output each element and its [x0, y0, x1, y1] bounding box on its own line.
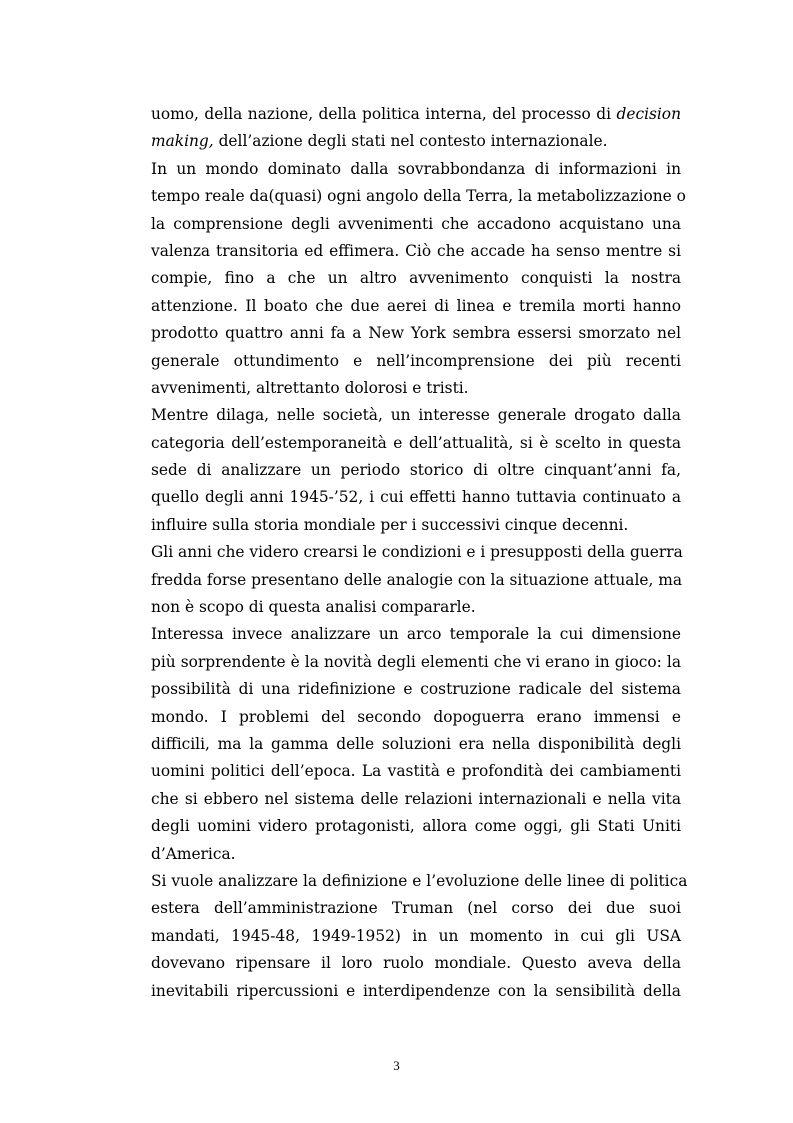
text-segment: Gli anni che videro crearsi le condizioni e i presupposti della guerra: [151, 543, 683, 562]
text-line: [151, 539, 681, 566]
text-segment: quello degli anni 1945-’52, i cui effetti hanno tuttavia continuato a: [151, 488, 681, 507]
text-segment: avvenimenti, altrettanto dolorosi e tristi.: [151, 378, 469, 397]
page-body: [151, 101, 688, 1005]
text-segment: estera dell’amministrazione Truman (nel corso dei due suoi: [151, 899, 681, 918]
text-line: [151, 649, 681, 676]
text-line: [151, 704, 681, 731]
text-line: [151, 731, 681, 758]
text-segment: Mentre dilaga, nelle società, un interesse generale drogato dalla: [151, 406, 681, 425]
text-segment: influire sulla storia mondiale per i successivi cinque decenni.: [151, 515, 629, 534]
text-segment: prodotto quattro anni fa a New York sembra essersi smorzato nel: [151, 324, 681, 343]
text-line: [151, 512, 681, 539]
text-line: [151, 978, 681, 1005]
text-line: [151, 457, 681, 484]
text-segment: Si vuole analizzare la definizione e l’evoluzione delle linee di politica: [151, 871, 688, 890]
paragraph: [151, 621, 681, 868]
text-line: [151, 676, 681, 703]
paragraph: [151, 539, 681, 621]
text-line: [151, 183, 686, 210]
text-segment: generale ottundimento e nell’incomprensione dei più recenti: [151, 351, 681, 370]
text-line: [151, 101, 681, 128]
text-segment: d’America.: [151, 844, 236, 863]
text-line: [151, 484, 681, 511]
text-segment: compie, fino a che un altro avvenimento conquisti la nostra: [151, 269, 681, 288]
text-line: [151, 950, 681, 977]
text-segment: dell’azione degli stati nel contesto internazionale.: [213, 132, 608, 151]
text-line: [151, 430, 681, 457]
text-segment: uomo, della nazione, della politica interna, del processo di: [151, 105, 617, 123]
text-segment: categoria dell’estemporaneità e dell’attualità, si è scelto in questa: [151, 433, 681, 452]
text-line: [151, 293, 681, 320]
paragraph: [151, 402, 681, 539]
text-segment: inevitabili ripercussioni e interdipendenze con la sensibilità della: [151, 981, 681, 1000]
text-line: [151, 375, 681, 402]
text-segment: che si ebbero nel sistema delle relazioni internazionali e nella vita: [151, 789, 681, 808]
text-line: [151, 594, 681, 621]
text-segment: mandati, 1945-48, 1949-1952) in un momento in cui gli USA: [151, 926, 681, 945]
text-segment: dovevano ripensare il loro ruolo mondiale. Questo aveva della: [151, 954, 681, 973]
text-segment: mondo. I problemi del secondo dopoguerra erano immensi e: [151, 707, 681, 726]
text-segment: In un mondo dominato dalla sovrabbondanza di informazioni in: [151, 159, 681, 178]
text-line: [151, 923, 681, 950]
paragraph: [151, 156, 686, 403]
text-line: [151, 895, 681, 922]
text-line: [151, 841, 681, 868]
text-segment: non è scopo di questa analisi compararle.: [151, 598, 476, 617]
text-segment: più sorprendente è la novità degli elementi che vi erano in gioco: la: [151, 652, 681, 671]
text-segment: difficili, ma la gamma delle soluzioni era nella disponibilità degli: [151, 734, 681, 753]
text-line: [151, 813, 681, 840]
text-line: [151, 156, 681, 183]
text-line: [151, 128, 681, 155]
page-number: 3: [393, 1058, 400, 1073]
text-line: [151, 320, 681, 347]
text-segment: uomini politici dell’epoca. La vastità e profondità dei cambiamenti: [151, 762, 681, 781]
text-segment: la comprensione degli avvenimenti che accadono acquistano una: [151, 214, 681, 233]
text-line: [151, 621, 681, 648]
text-line: [151, 868, 688, 895]
text-line: [151, 786, 681, 813]
italic-text: making,: [151, 132, 214, 151]
text-segment: valenza transitoria ed effimera. Ciò che accade ha senso mentre si: [151, 241, 681, 260]
text-line: [151, 238, 681, 265]
italic-text: decision: [616, 105, 681, 123]
text-segment: tempo reale da(quasi) ogni angolo della Terra, la metabolizzazione o: [151, 187, 686, 206]
text-line: [151, 211, 681, 238]
text-line: [151, 265, 681, 292]
paragraph: [151, 101, 681, 156]
text-line: [151, 758, 681, 785]
text-line: [151, 567, 681, 594]
text-segment: Interessa invece analizzare un arco temporale la cui dimensione: [151, 625, 681, 644]
text-line: [151, 402, 681, 429]
text-segment: fredda forse presentano delle analogie con la situazione attuale, ma: [151, 570, 683, 589]
text-segment: degli uomini videro protagonisti, allora come oggi, gli Stati Uniti: [151, 817, 681, 836]
text-segment: attenzione. Il boato che due aerei di linea e tremila morti hanno: [151, 296, 681, 315]
text-line: [151, 348, 681, 375]
text-segment: sede di analizzare un periodo storico di oltre cinquant’anni fa,: [151, 461, 681, 480]
paragraph: [151, 868, 688, 1005]
text-segment: possibilità di una ridefinizione e costruzione radicale del sistema: [151, 680, 681, 699]
